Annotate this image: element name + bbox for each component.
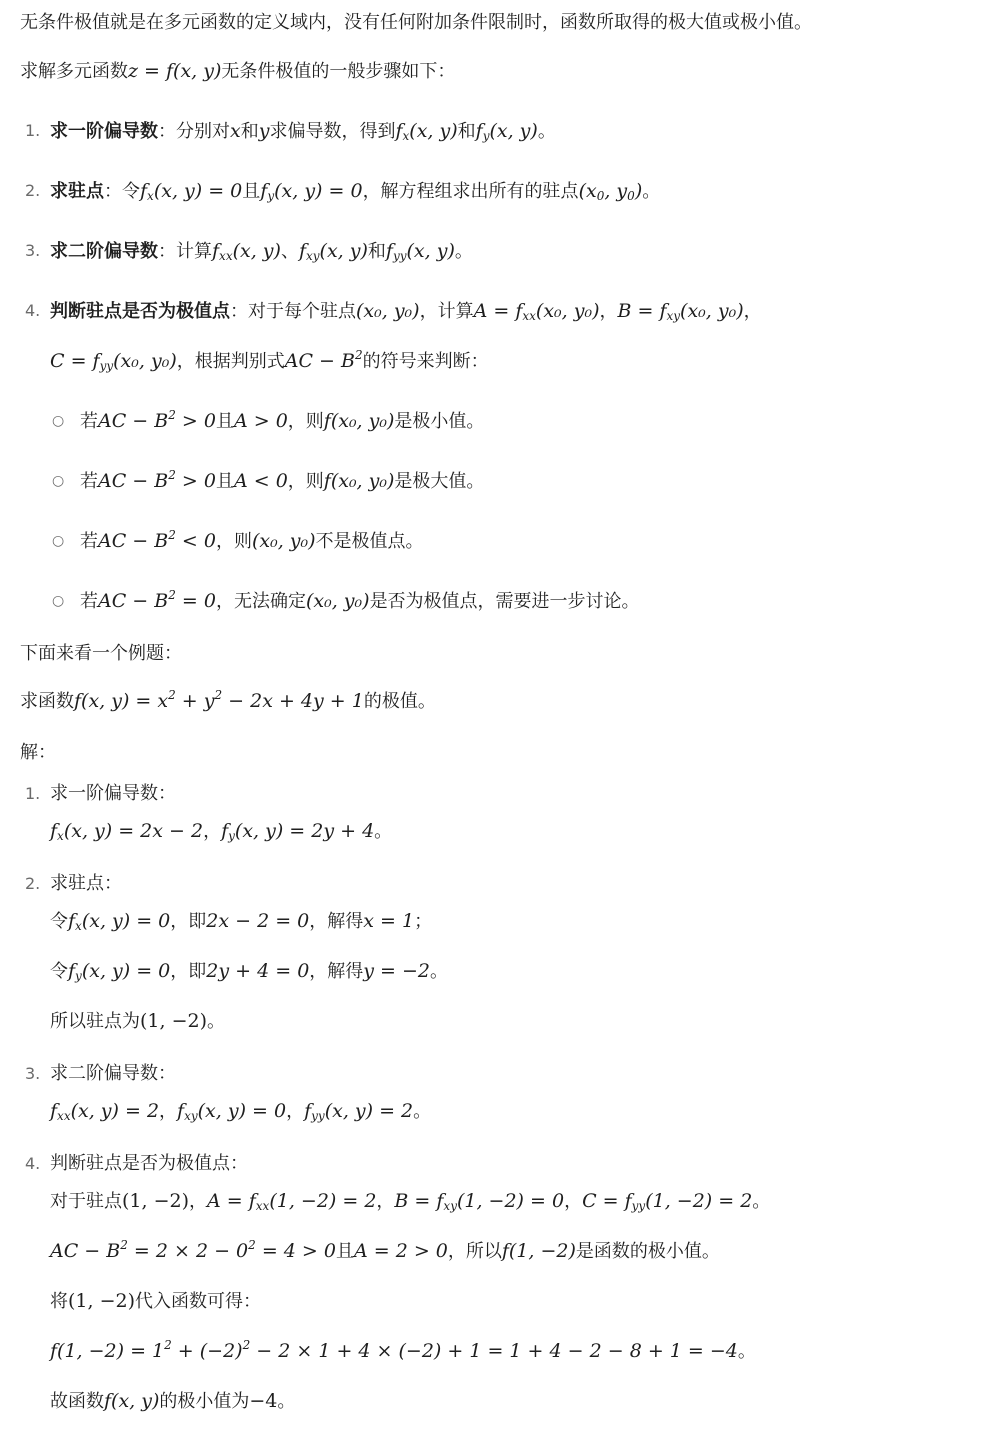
step-number: 3. — [25, 1064, 41, 1083]
step-1: 求一阶偏导数：分别对x和y求偏导数，得到$f_x(x$, y)和$f_y(x$, y)。 — [50, 120, 556, 143]
solution-label: 解： — [20, 742, 56, 763]
intro-line-1: 无条件极值就是在多元函数的定义域内，没有任何附加条件限制时，函数所取得的极大值或极小值。 — [20, 12, 812, 33]
bullet-icon: ○ — [52, 593, 65, 609]
solution-step-2-line-3: 所以驻点为(1, −2)。 — [50, 1010, 226, 1032]
bullet-item-3: 若AC − $B^2 < 0$，则(x₀, y₀)不是极值点。 — [80, 528, 424, 552]
step-number: 4. — [25, 1154, 41, 1173]
bullet-icon: ○ — [52, 413, 65, 429]
bullet-item-2: 若AC − $B^2 > 0$且A < 0，则f(x₀, y₀)是极大值。 — [80, 468, 485, 492]
bullet-item-4: 若AC − $B^2 = 0$，无法确定(x₀, y₀)是否为极值点，需要进一步讨论。 — [80, 588, 640, 612]
bullet-item-1: 若AC − $B^2 > 0$且A > 0，则f(x₀, y₀)是极小值。 — [80, 408, 485, 432]
example-intro: 下面来看一个例题： — [20, 643, 182, 664]
step-number: 2. — [25, 874, 41, 893]
step-2: 求驻点：令$f_x(x$, y) = 0且$f_y(x$, y) = 0，解方程组求出所有的驻点($x_0$, $y_0$)。 — [50, 180, 661, 203]
step-4-line-2: $C = f_{yy}(x_0$, y₀)，根据判别式AC − $B^2$的符号来判断： — [50, 348, 489, 373]
solution-step-2-line-2: 令$f_y(x$, y) = 0，即2y + 4 = 0，解得y = −2。 — [50, 960, 449, 983]
solution-step-4-line-1: 对于驻点(1, −2)，$A = f_{xx}(1$, −2) = 2，$B = f_{xy}(1$, −2) = 0，$C = f_{yy}(1$, −2) = 2。 — [50, 1190, 771, 1213]
solution-step-2-title: 求驻点： — [50, 873, 122, 894]
solution-step-4-line-5: 故函数f(x, y)的极小值为−4。 — [50, 1390, 296, 1412]
bullet-icon: ○ — [52, 473, 65, 489]
solution-step-4-line-2: AC − $B^2 = 2 \times 2 - 0^2 = 4 > 0$且A = 2 > 0，所以f(1, −2)是函数的极小值。 — [50, 1238, 720, 1262]
example-question: 求函数f(x, $y) = x^2 + y^2 - 2x + 4y + 1$的极值。 — [20, 688, 436, 712]
solution-step-4-title: 判断驻点是否为极值点： — [50, 1153, 248, 1174]
solution-step-3-title: 求二阶偏导数： — [50, 1063, 176, 1084]
solution-step-4-line-4: f(1, $-2) = 1^2 + (-2)^2 - 2 \times 1 + 4 \times (-2) + 1 = 1 + 4 - 2 - 8 + 1 = -4$。 — [50, 1338, 756, 1362]
step-number: 4. — [25, 301, 41, 320]
step-number: 2. — [25, 181, 41, 200]
step-4-line-1: 判断驻点是否为极值点：对于每个驻点(x₀, y₀)，计算$A = f_{xx}(x_0$, y₀)，$B = f_{xy}(x_0$, y₀)， — [50, 300, 762, 323]
step-number: 1. — [25, 784, 41, 803]
step-number: 3. — [25, 241, 41, 260]
solution-step-2-line-1: 令$f_x(x$, y) = 0，即2x − 2 = 0，解得x = 1； — [50, 910, 433, 933]
solution-step-4-line-3: 将(1, −2)代入函数可得： — [50, 1290, 262, 1312]
bullet-icon: ○ — [52, 533, 65, 549]
step-3: 求二阶偏导数：计算$f_{xx}(x$, y)、$f_{xy}(x$, y)和$f_{yy}(x$, y)。 — [50, 240, 473, 263]
solution-step-1-title: 求一阶偏导数： — [50, 783, 176, 804]
intro-line-2: 求解多元函数z = f(x, y)无条件极值的一般步骤如下： — [20, 60, 456, 82]
solution-step-1-body: $f_x(x$, y) = 2x − 2，$f_y(x$, y) = 2y + 4。 — [50, 820, 393, 843]
solution-step-3-body: $f_{xx}(x$, y) = 2，$f_{xy}(x$, y) = 0，$f_{yy}(x$, y) = 2。 — [50, 1100, 432, 1123]
step-number: 1. — [25, 121, 41, 140]
